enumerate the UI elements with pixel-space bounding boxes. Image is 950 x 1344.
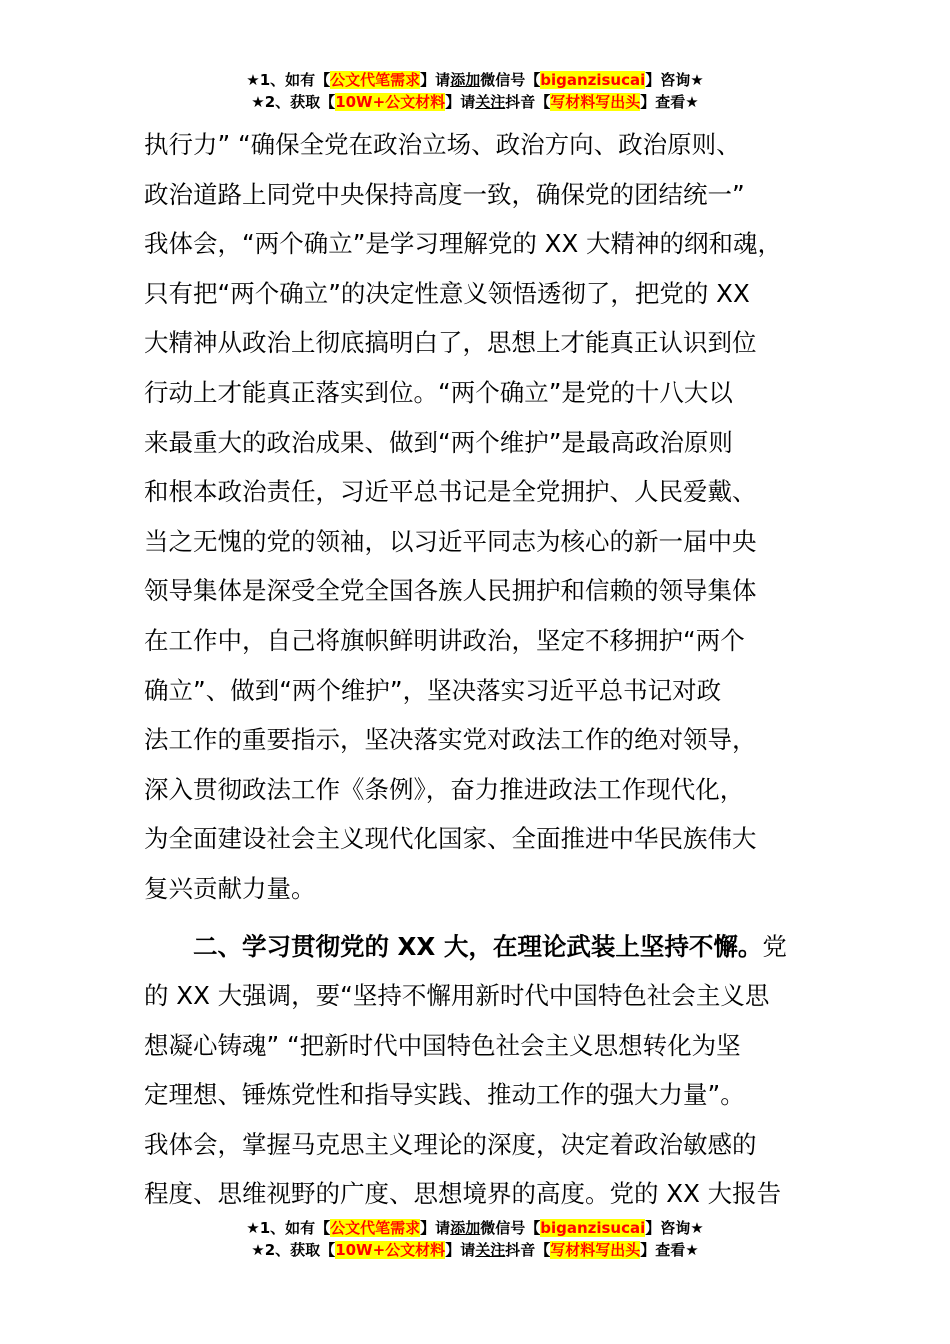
- text-line: 当之无愧的党的领袖，以习近平同志为核心的新一届中央: [144, 526, 757, 556]
- section-heading-line: [144, 922, 834, 972]
- banner-text: 】请: [445, 1241, 476, 1259]
- text-run: 党: [762, 931, 787, 961]
- banner-line-1: [0, 1217, 950, 1239]
- footer-banner: [0, 1217, 950, 1261]
- banner-text: 】请: [445, 93, 476, 111]
- banner-line-2: [0, 1239, 950, 1261]
- banner-text: 抖音【: [505, 93, 551, 111]
- text-line: 行动上才能真正落实到位。“两个确立”是党的十八大以: [144, 377, 733, 407]
- banner-text: ★2、获取【: [251, 1241, 336, 1259]
- paragraph-gap: [144, 914, 834, 922]
- text-line: 只有把“两个确立”的决定性意义领悟透彻了，把党的 XX: [144, 278, 750, 308]
- banner-line-1: [0, 69, 950, 91]
- banner-text: ★1、如有【: [246, 1219, 331, 1237]
- banner-highlight: 10W+公文材料: [335, 1241, 446, 1259]
- banner-text: ★1、如有【: [246, 71, 331, 89]
- text-line: 大精神从政治上彻底搞明白了，思想上才能真正认识到位: [144, 328, 757, 358]
- banner-text: 】请: [420, 71, 451, 89]
- banner-text: 】查看★: [640, 1241, 699, 1259]
- banner-text: 抖音【: [505, 1241, 551, 1259]
- text-line: 程度、思维视野的广度、思想境界的高度。党的 XX 大报告: [144, 1179, 782, 1209]
- banner-text: 微信号【: [480, 71, 541, 89]
- banner-underlined: 添加: [450, 71, 481, 89]
- banner-line-2: [0, 91, 950, 113]
- text-line: 领导集体是深受全党全国各族人民拥护和信赖的领导集体: [144, 576, 757, 606]
- banner-highlight: 公文代笔需求: [330, 1219, 421, 1237]
- paragraph-2: [144, 922, 834, 1220]
- text-line: 和根本政治责任，习近平总书记是全党拥护、人民爱戴、: [144, 477, 757, 507]
- banner-highlight: 公文代笔需求: [330, 71, 421, 89]
- banner-text: ★2、获取【: [251, 93, 336, 111]
- banner-underlined: 关注: [475, 93, 506, 111]
- banner-text: 微信号【: [480, 1219, 541, 1237]
- text-line: 来最重大的政治成果、做到“两个维护”是最高政治原则: [144, 427, 733, 457]
- text-line: 想凝心铸魂” “把新时代中国特色社会主义思想转化为坚: [144, 1030, 741, 1060]
- text-line: 定理想、锤炼党性和指导实践、推动工作的强大力量”。: [144, 1080, 745, 1110]
- text-line: 执行力” “确保全党在政治立场、政治方向、政治原则、: [144, 130, 741, 159]
- text-line: 政治道路上同党中央保持高度一致，确保党的团结统一”: [144, 179, 745, 209]
- banner-text: 】请: [420, 1219, 451, 1237]
- text-line: 复兴贡献力量。: [144, 873, 316, 903]
- paragraph-1: [144, 120, 834, 914]
- text-line: 我体会，“两个确立”是学习理解党的 XX 大精神的纲和魂，: [144, 229, 783, 259]
- banner-highlight: 写材料写出头: [550, 1241, 641, 1259]
- banner-highlight: 10W+公文材料: [335, 93, 446, 111]
- text-line: 深入贯彻政法工作《条例》，奋力推进政法工作现代化，: [144, 774, 745, 804]
- text-line: 确立”、做到“两个维护”，坚决落实习近平总书记对政: [144, 675, 722, 705]
- banner-underlined: 添加: [450, 1219, 481, 1237]
- text-line: 的 XX 大强调，要“坚持不懈用新时代中国特色社会主义思: [144, 981, 770, 1011]
- header-banner: [0, 69, 950, 113]
- banner-text: 】咨询★: [645, 1219, 704, 1237]
- banner-highlight: biganzisucai: [540, 71, 646, 89]
- banner-underlined: 关注: [475, 1241, 506, 1259]
- text-line: 在工作中，自己将旗帜鲜明讲政治，坚定不移拥护“两个: [144, 625, 745, 655]
- text-line: 我体会，掌握马克思主义理论的深度，决定着政治敏感的: [144, 1129, 757, 1159]
- banner-text: 】查看★: [640, 93, 699, 111]
- document-body: [144, 120, 834, 1219]
- text-line: 法工作的重要指示，坚决落实党对政法工作的绝对领导，: [144, 725, 757, 755]
- text-line: 为全面建设社会主义现代化国家、全面推进中华民族伟大: [144, 824, 757, 854]
- banner-text: 】咨询★: [645, 71, 704, 89]
- banner-highlight: biganzisucai: [540, 1219, 646, 1237]
- banner-highlight: 写材料写出头: [550, 93, 641, 111]
- section-heading: 二、学习贯彻党的 XX 大，在理论武装上坚持不懈。: [193, 931, 763, 961]
